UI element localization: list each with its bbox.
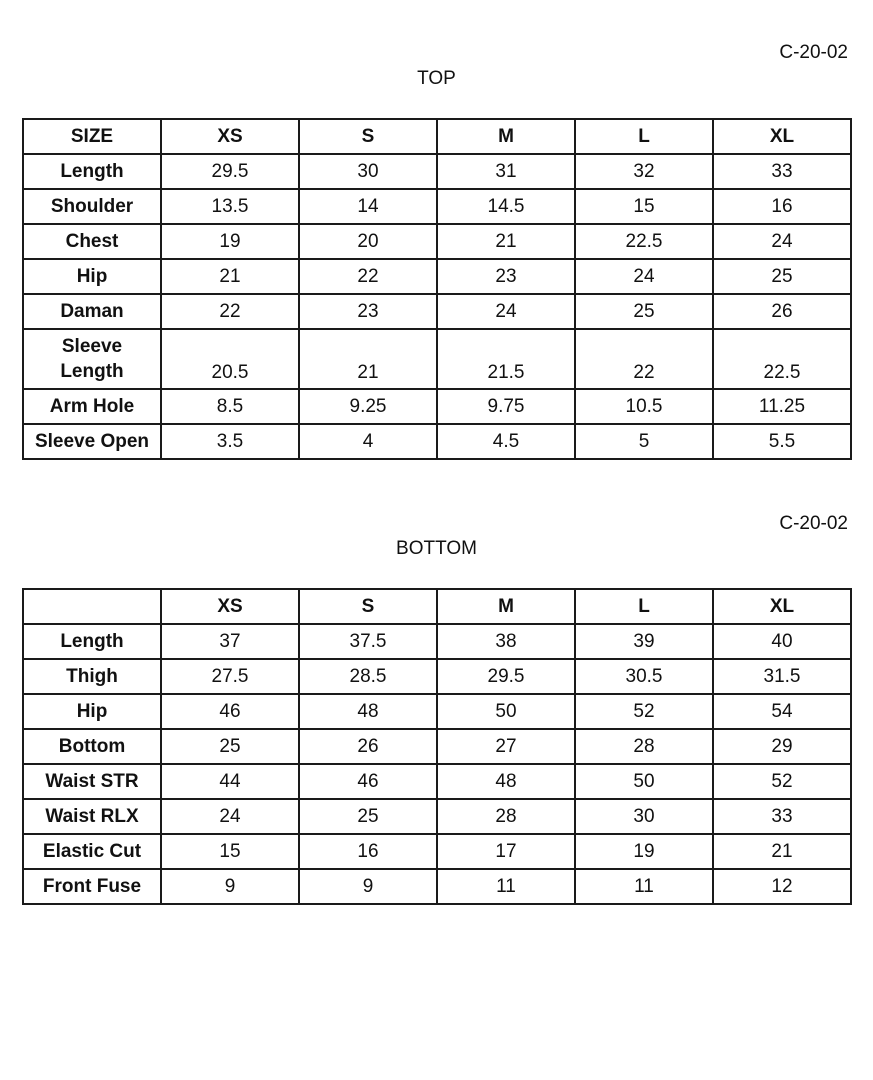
table-cell: 10.5: [575, 389, 713, 424]
table-cell: 11: [437, 869, 575, 904]
table-row: [23, 259, 851, 294]
table-cell: 9: [299, 869, 437, 904]
table-cell: 24: [575, 259, 713, 294]
row-label-line: Sleeve: [61, 336, 123, 357]
table-cell: 29: [713, 729, 851, 764]
row-label: Waist RLX: [23, 799, 161, 834]
table-cell: 25: [161, 729, 299, 764]
table-cell: 15: [161, 834, 299, 869]
header-cell: M: [437, 589, 575, 624]
table-cell: 30: [575, 799, 713, 834]
header-cell: M: [437, 119, 575, 154]
table-cell: 22.5: [713, 329, 851, 389]
table-cell: 16: [299, 834, 437, 869]
table-row: [23, 389, 851, 424]
table-cell: 24: [161, 799, 299, 834]
table-row: [23, 659, 851, 694]
row-label: Arm Hole: [23, 389, 161, 424]
table-cell: 24: [713, 224, 851, 259]
table-cell: 5: [575, 424, 713, 459]
row-label: Shoulder: [23, 189, 161, 224]
table-cell: 37: [161, 624, 299, 659]
header-cell: XS: [161, 589, 299, 624]
table-cell: 4: [299, 424, 437, 459]
table-cell: 25: [299, 799, 437, 834]
table-cell: 26: [713, 294, 851, 329]
table-cell: 39: [575, 624, 713, 659]
table-cell: 30.5: [575, 659, 713, 694]
table-cell: 21: [299, 329, 437, 389]
table-cell: 29.5: [161, 154, 299, 189]
table-cell: 11: [575, 869, 713, 904]
table-cell: 15: [575, 189, 713, 224]
table-row: [23, 154, 851, 189]
table-cell: 19: [161, 224, 299, 259]
table-cell: 23: [299, 294, 437, 329]
table-cell: 5.5: [713, 424, 851, 459]
table-cell: 26: [299, 729, 437, 764]
row-label: Front Fuse: [23, 869, 161, 904]
table-cell: 21: [437, 224, 575, 259]
table-cell: 8.5: [161, 389, 299, 424]
table-cell: 14: [299, 189, 437, 224]
table-cell: 22.5: [575, 224, 713, 259]
table-cell: 33: [713, 154, 851, 189]
table-row: [23, 294, 851, 329]
table-cell: 25: [575, 294, 713, 329]
header-cell: S: [299, 119, 437, 154]
table-cell: 30: [299, 154, 437, 189]
table-cell: 27.5: [161, 659, 299, 694]
table-row: [23, 834, 851, 869]
table-cell: 22: [299, 259, 437, 294]
table-cell: 50: [437, 694, 575, 729]
table-cell: 29.5: [437, 659, 575, 694]
row-label: Daman: [23, 294, 161, 329]
row-label: Thigh: [23, 659, 161, 694]
table-row: [23, 189, 851, 224]
table-cell: 46: [161, 694, 299, 729]
bottom-table-title: BOTTOM: [396, 538, 477, 559]
table-cell: 14.5: [437, 189, 575, 224]
table-cell: 21: [161, 259, 299, 294]
table-cell: 50: [575, 764, 713, 799]
table-cell: 16: [713, 189, 851, 224]
table-row: [23, 869, 851, 904]
table-cell: 9.75: [437, 389, 575, 424]
row-label: Elastic Cut: [23, 834, 161, 869]
table-cell: 52: [713, 764, 851, 799]
table-cell: 12: [713, 869, 851, 904]
table-cell: 11.25: [713, 389, 851, 424]
header-cell: SIZE: [23, 119, 161, 154]
header-cell: XS: [161, 119, 299, 154]
table-header-row: [23, 119, 851, 154]
table-cell: 31.5: [713, 659, 851, 694]
table-cell: 22: [161, 294, 299, 329]
table-row: [23, 764, 851, 799]
table-cell: 17: [437, 834, 575, 869]
table-cell: 32: [575, 154, 713, 189]
table-cell: 9.25: [299, 389, 437, 424]
top-table-title: TOP: [417, 68, 456, 89]
bottom-size-table: [22, 588, 852, 905]
header-cell: XL: [713, 589, 851, 624]
table-cell: 13.5: [161, 189, 299, 224]
table-row: [23, 729, 851, 764]
table-row: [23, 694, 851, 729]
table-cell: 48: [299, 694, 437, 729]
table-cell: 38: [437, 624, 575, 659]
table-cell: 3.5: [161, 424, 299, 459]
table-cell: 28: [575, 729, 713, 764]
table-cell: 21: [713, 834, 851, 869]
row-label-line: Length: [60, 361, 124, 382]
table-cell: 40: [713, 624, 851, 659]
table-row: [23, 424, 851, 459]
table-cell: 27: [437, 729, 575, 764]
row-label: Chest: [23, 224, 161, 259]
table-header-row: [23, 589, 851, 624]
table-cell: 9: [161, 869, 299, 904]
table-cell: 28.5: [299, 659, 437, 694]
row-label: [23, 329, 161, 389]
table-cell: 44: [161, 764, 299, 799]
row-label: Hip: [23, 694, 161, 729]
header-cell: L: [575, 119, 713, 154]
header-cell: XL: [713, 119, 851, 154]
table-cell: 19: [575, 834, 713, 869]
table-cell: 54: [713, 694, 851, 729]
row-label: Waist STR: [23, 764, 161, 799]
table-cell: 21.5: [437, 329, 575, 389]
table-cell: 4.5: [437, 424, 575, 459]
table-cell: 25: [713, 259, 851, 294]
row-label: Length: [23, 154, 161, 189]
table-cell: 52: [575, 694, 713, 729]
bottom-style-code: C-20-02: [779, 513, 848, 534]
row-label: Bottom: [23, 729, 161, 764]
header-cell: S: [299, 589, 437, 624]
table-cell: 22: [575, 329, 713, 389]
row-label: Length: [23, 624, 161, 659]
header-cell: L: [575, 589, 713, 624]
row-label: Hip: [23, 259, 161, 294]
top-style-code: C-20-02: [779, 42, 848, 63]
table-row: [23, 329, 851, 389]
table-cell: 28: [437, 799, 575, 834]
table-cell: 20.5: [161, 329, 299, 389]
header-cell: [23, 589, 161, 624]
table-cell: 31: [437, 154, 575, 189]
table-cell: 48: [437, 764, 575, 799]
table-cell: 20: [299, 224, 437, 259]
table-cell: 33: [713, 799, 851, 834]
table-cell: 24: [437, 294, 575, 329]
top-size-table: [22, 118, 852, 460]
table-cell: 23: [437, 259, 575, 294]
table-row: [23, 799, 851, 834]
table-cell: 46: [299, 764, 437, 799]
table-row: [23, 224, 851, 259]
table-cell: 37.5: [299, 624, 437, 659]
table-row: [23, 624, 851, 659]
row-label: Sleeve Open: [23, 424, 161, 459]
